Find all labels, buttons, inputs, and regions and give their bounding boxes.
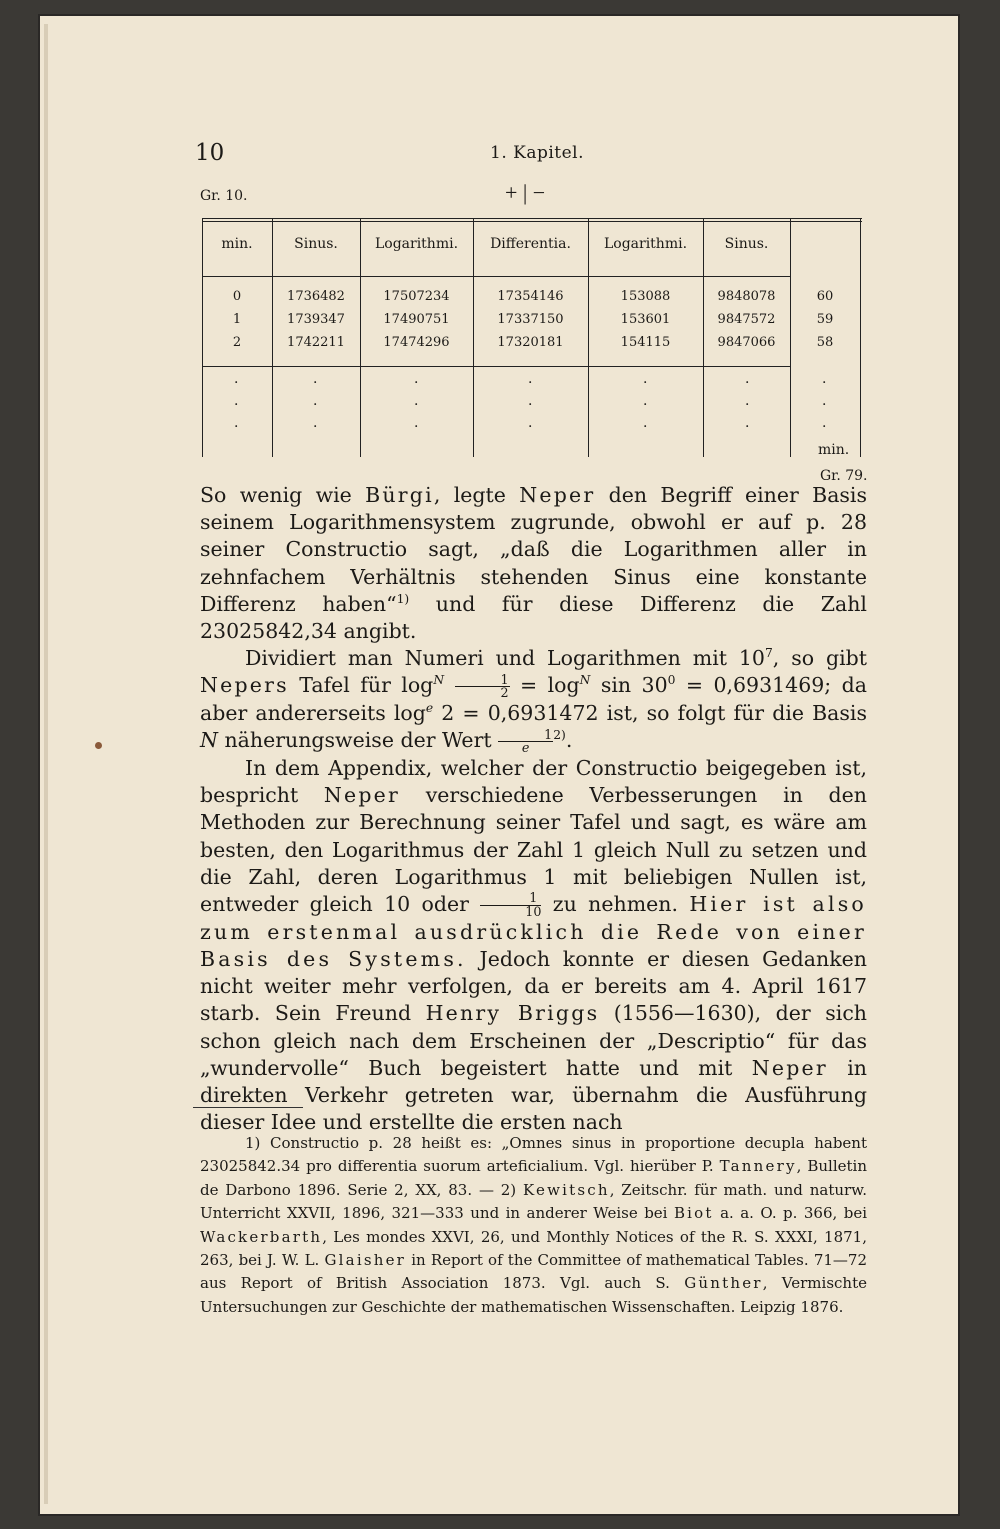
- table-header: min.: [221, 236, 253, 252]
- footnote-rule: [193, 1107, 303, 1108]
- table-header-rule: [202, 276, 790, 277]
- fraction-one-tenth: $\frac{1}{10}$: [480, 892, 541, 918]
- table-footer-min: min.: [818, 442, 850, 458]
- table-cell: 1742211: [287, 335, 345, 350]
- table-cell: 153088: [620, 289, 671, 304]
- footnotes: [200, 1132, 867, 1319]
- table-label-left: Gr. 10.: [200, 188, 248, 204]
- paragraph-1: So wenig wie Bürgi, legte Neper den Begriff einer Basis seinem Logarithmensystem zugrunde, obwohl er auf p. 28 seiner Constructio sagt, „daß die Logarithmen aller in zehnfachem Verhältnis stehenden Sinus eine konstante Differenz haben“$^{1)}$ und für diese Differenz die Zahl 23025842,34 angibt.: [200, 483, 868, 644]
- table-cell: 154115: [620, 335, 671, 350]
- ellipsis-dots: · · ·: [234, 375, 239, 435]
- ellipsis-dots: · · ·: [313, 375, 318, 435]
- chapter-heading: 1. Kapitel.: [490, 143, 585, 163]
- table-cell: 17490751: [383, 312, 450, 327]
- table-cell: 9847066: [717, 335, 776, 350]
- ellipsis-dots: · · ·: [414, 375, 419, 435]
- page-edge: [44, 24, 48, 1504]
- table-cell: 153601: [620, 312, 671, 327]
- col-rule: [860, 219, 861, 457]
- table-cell: 9847572: [717, 312, 776, 327]
- table-cell: 1: [232, 312, 242, 327]
- table-cell: 17320181: [497, 335, 564, 350]
- table-cell: 58: [816, 335, 834, 350]
- table-top-rule-2: [202, 221, 862, 222]
- table-cell: 1736482: [287, 289, 345, 304]
- table-header: Sinus.: [294, 236, 338, 252]
- table-cell: 0: [232, 289, 242, 304]
- fraction-half: $\frac{1}{2}$: [455, 674, 510, 700]
- ellipsis-dots: · · ·: [643, 375, 648, 435]
- paragraph-2: Dividiert man Numeri und Logarithmen mit $10^7$, so gibt Nepers Tafel für $\log^N$ $\frac{1}{2}$ = $\log^N \sin 30^0 = 0,6931469$; da aber andererseits $\log^e 2 = 0,6931472$ ist, so folgt für die Basis N näherungsweise der Wert $\frac{1}{e}^{2)}$.: [200, 646, 867, 756]
- page-number: 10: [195, 140, 225, 166]
- table-cell: 17337150: [497, 312, 564, 327]
- ellipsis-dots: · · ·: [822, 375, 827, 435]
- table-body-rule: [202, 366, 790, 367]
- main-text: [200, 482, 867, 1136]
- table-top-rule: [202, 218, 862, 219]
- table-cell: 17354146: [497, 289, 564, 304]
- paragraph-3: In dem Appendix, welcher der Constructio beigegeben ist, bespricht Neper verschiedene Verbesserungen in den Methoden zur Berechnung seiner Tafel und sagt, es wäre am besten, den Logarithmus der Zahl 1 gleich Null zu setzen und die Zahl, deren Logarithmus 1 mit beliebigen Nullen ist, entweder gleich 10 oder $\frac{1}{10}$ zu nehmen. Hier ist also zum erstenmal ausdrücklich die Rede von einer Basis des Systems. Jedoch konnte er diesen Gedanken nicht weiter mehr verfolgen, da er bereits am 4. April 1617 starb. Sein Freund Henry Briggs (1556—1630), der sich schon gleich nach dem Erscheinen der „Descriptio“ für das „wundervolle“ Buch begeistert hatte und mit Neper in direkten Verkehr getreten war, übernahm die Ausführung dieser Idee und erstellte die ersten nach: [200, 756, 868, 1135]
- table-cell: 59: [816, 312, 834, 327]
- table-cell: 17507234: [383, 289, 450, 304]
- ellipsis-dots: · · ·: [528, 375, 533, 435]
- margin-mark: [95, 742, 102, 749]
- ellipsis-dots: · · ·: [745, 375, 750, 435]
- table-cell: 9848078: [717, 289, 776, 304]
- table-header: Sinus.: [724, 236, 769, 252]
- sign-marks: + | −: [505, 180, 546, 205]
- table-cell: 1739347: [287, 312, 345, 327]
- table-cell: 60: [816, 289, 834, 304]
- table-header: Differentia.: [490, 236, 571, 252]
- table-header: Logarithmi.: [603, 236, 688, 252]
- table-label-right: Gr. 79.: [820, 468, 868, 484]
- table-cell: 2: [232, 335, 242, 350]
- fraction-one-over-e: $\frac{1}{e}$: [498, 729, 553, 755]
- table-header: Logarithmi.: [374, 236, 459, 252]
- table-cell: 17474296: [383, 335, 450, 350]
- footnote-text: 1) Constructio p. 28 heißt es: „Omnes sinus in proportione decupla habent 23025842.34 pro differentia suorum arteficialium. Vgl. hierüber P. Tannery, Bulletin de Darbono 1896. Serie 2, XX, 83. — 2) Kewitsch, Zeitschr. für math. und naturw. Unterricht XXVII, 1896, 321—333 und in anderer Weise bei Biot a. a. O. p. 366, bei Wackerbarth, Les mondes XXVI, 26, und Monthly Notices of the R. S. XXXI, 1871, 263, bei J. W. L. Glaisher in Report of the Committee of mathematical Tables. 71—72 aus Report of British Association 1873. Vgl. auch S. Günther, Vermischte Untersuchungen zur Geschichte der mathematischen Wissenschaften. Leipzig 1876.: [200, 1134, 867, 1316]
